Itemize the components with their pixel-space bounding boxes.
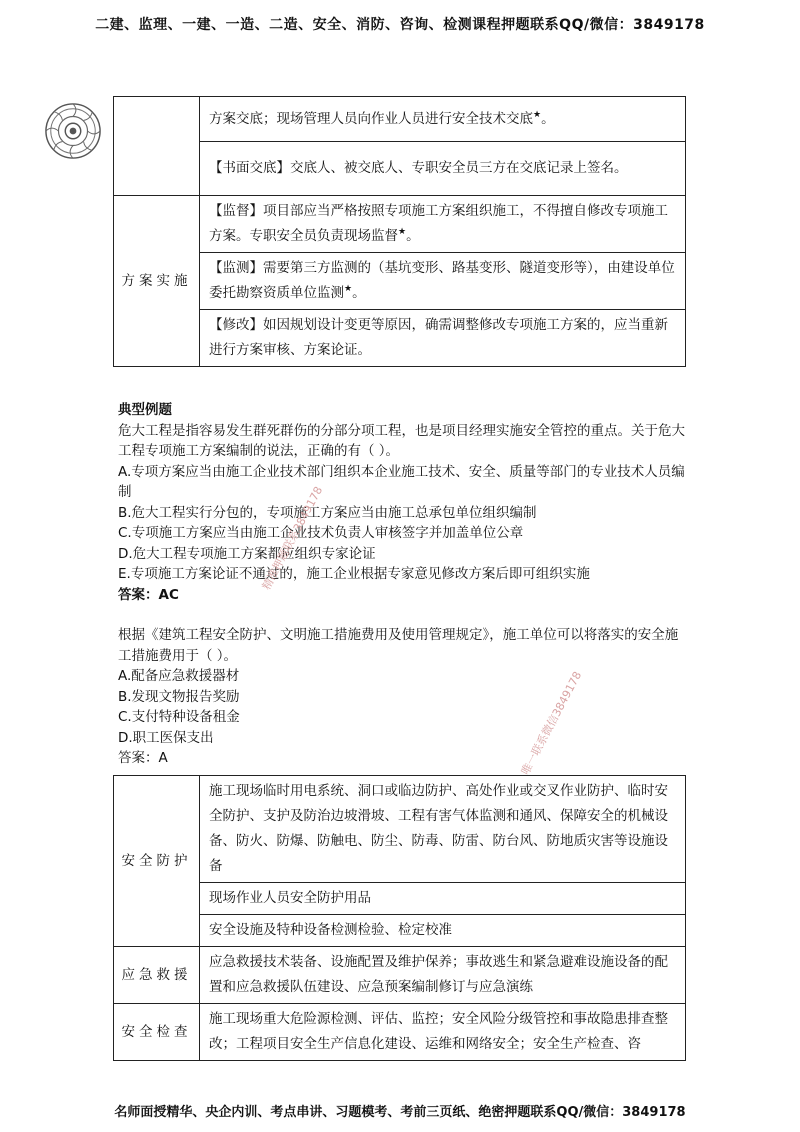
table-cell: 【监测】需要第三方监测的（基坑变形、路基变形、隧道变形等），由建设单位委托勘察资质单位监测★。 bbox=[200, 253, 686, 310]
option-a: A.配备应急救援器材 bbox=[118, 668, 240, 684]
table-cell: 方案交底；现场管理人员向作业人员进行安全技术交底★。 bbox=[200, 97, 686, 142]
page-footer: 名师面授精华、央企内训、考点串讲、习题模考、考前三页纸、绝密押题联系QQ/微信：3849178 bbox=[114, 1105, 686, 1120]
watermark: 唯一联系微信3849178 bbox=[518, 669, 585, 778]
table-cell: 【监督】项目部应当严格按照专项施工方案组织施工，不得擅自修改专项施工方案。专职安全员负责现场监督★。 bbox=[200, 196, 686, 253]
category-cell: 安全防护 bbox=[114, 776, 200, 947]
table-cell: 【修改】如因规划设计变更等原因，确需调整修改专项施工方案的，应当重新进行方案审核、方案论证。 bbox=[200, 310, 686, 367]
table-row bbox=[114, 310, 686, 367]
key-point-star: ★ bbox=[398, 227, 407, 237]
question-stem: 危大工程是指容易发生群死群伤的分部分项工程，也是项目经理实施安全管控的重点。关于危大工程专项施工方案编制的说法，正确的有（ ）。 bbox=[118, 422, 685, 459]
example-section bbox=[118, 400, 690, 769]
key-point-star: ★ bbox=[344, 284, 353, 294]
table-row bbox=[114, 883, 686, 915]
table-row bbox=[114, 196, 686, 253]
table-row bbox=[114, 947, 686, 1004]
category-cell: 应急救援 bbox=[114, 947, 200, 1004]
table-row bbox=[114, 776, 686, 883]
option-c: C.专项施工方案应当由施工企业技术负责人审核签字并加盖单位公章 bbox=[118, 525, 524, 541]
empty-category-cell bbox=[114, 97, 200, 196]
category-cell: 方案实施 bbox=[114, 196, 200, 367]
plan-implementation-table bbox=[113, 96, 686, 367]
table-row bbox=[114, 915, 686, 947]
key-point-star: ★ bbox=[533, 109, 542, 120]
table-row bbox=[114, 1004, 686, 1061]
option-d: D.危大工程专项施工方案都应组织专家论证 bbox=[118, 545, 376, 562]
category-cell: 安全检查 bbox=[114, 1004, 200, 1061]
option-c: C.支付特种设备租金 bbox=[118, 709, 240, 725]
option-e: E.专项施工方案论证不通过的，施工企业根据专家意见修改方案后即可组织实施 bbox=[118, 566, 590, 582]
section-heading: 典型例题 bbox=[118, 402, 172, 418]
option-a: A.专项方案应当由施工企业技术部门组织本企业施工技术、安全、质量等部门的专业技术人员编制 bbox=[118, 463, 685, 500]
option-b: B.危大工程实行分包的，专项施工方案应当由施工总承包单位组织编制 bbox=[118, 504, 537, 521]
table-cell: 施工现场重大危险源检测、评估、监控；安全风险分级管控和事故隐患排查整改；工程项目安全生产信息化建设、运维和网络安全；安全生产检查、咨 bbox=[200, 1004, 686, 1061]
option-b: B.发现文物报告奖励 bbox=[118, 688, 240, 705]
ornamental-seal-icon bbox=[44, 102, 102, 160]
watermark: 精准押题联系3849178 bbox=[259, 484, 326, 593]
safety-measures-table bbox=[113, 775, 686, 1061]
answer-text: 答案：AC bbox=[118, 586, 179, 603]
option-d: D.职工医保支出 bbox=[118, 729, 214, 746]
table-row bbox=[114, 97, 686, 142]
table-cell: 现场作业人员安全防护用品 bbox=[200, 883, 686, 915]
table-cell: 应急救援技术装备、设施配置及维护保养；事故逃生和紧急避难设施设备的配置和应急救援队伍建设、应急预案编制修订与应急演练 bbox=[200, 947, 686, 1004]
table-row bbox=[114, 253, 686, 310]
table-row bbox=[114, 142, 686, 196]
table-cell: 施工现场临时用电系统、洞口或临边防护、高处作业或交叉作业防护、临时安全防护、支护及防治边坡滑坡、工程有害气体监测和通风、保障安全的机械设备、防火、防爆、防触电、防尘、防毒、防雷、防台风、防地质灾害等设施设备 bbox=[200, 776, 686, 883]
answer-text: 答案：A bbox=[118, 750, 168, 766]
table-cell: 【书面交底】交底人、被交底人、专职安全员三方在交底记录上签名。 bbox=[200, 142, 686, 196]
table-cell: 安全设施及特种设备检测检验、检定校准 bbox=[200, 915, 686, 947]
question-stem: 根据《建筑工程安全防护、文明施工措施费用及使用管理规定》，施工单位可以将落实的安全施工措施费用于（ ）。 bbox=[118, 627, 679, 664]
page-header: 二建、监理、一建、一造、二造、安全、消防、咨询、检测课程押题联系QQ/微信：3849178 bbox=[95, 17, 705, 33]
